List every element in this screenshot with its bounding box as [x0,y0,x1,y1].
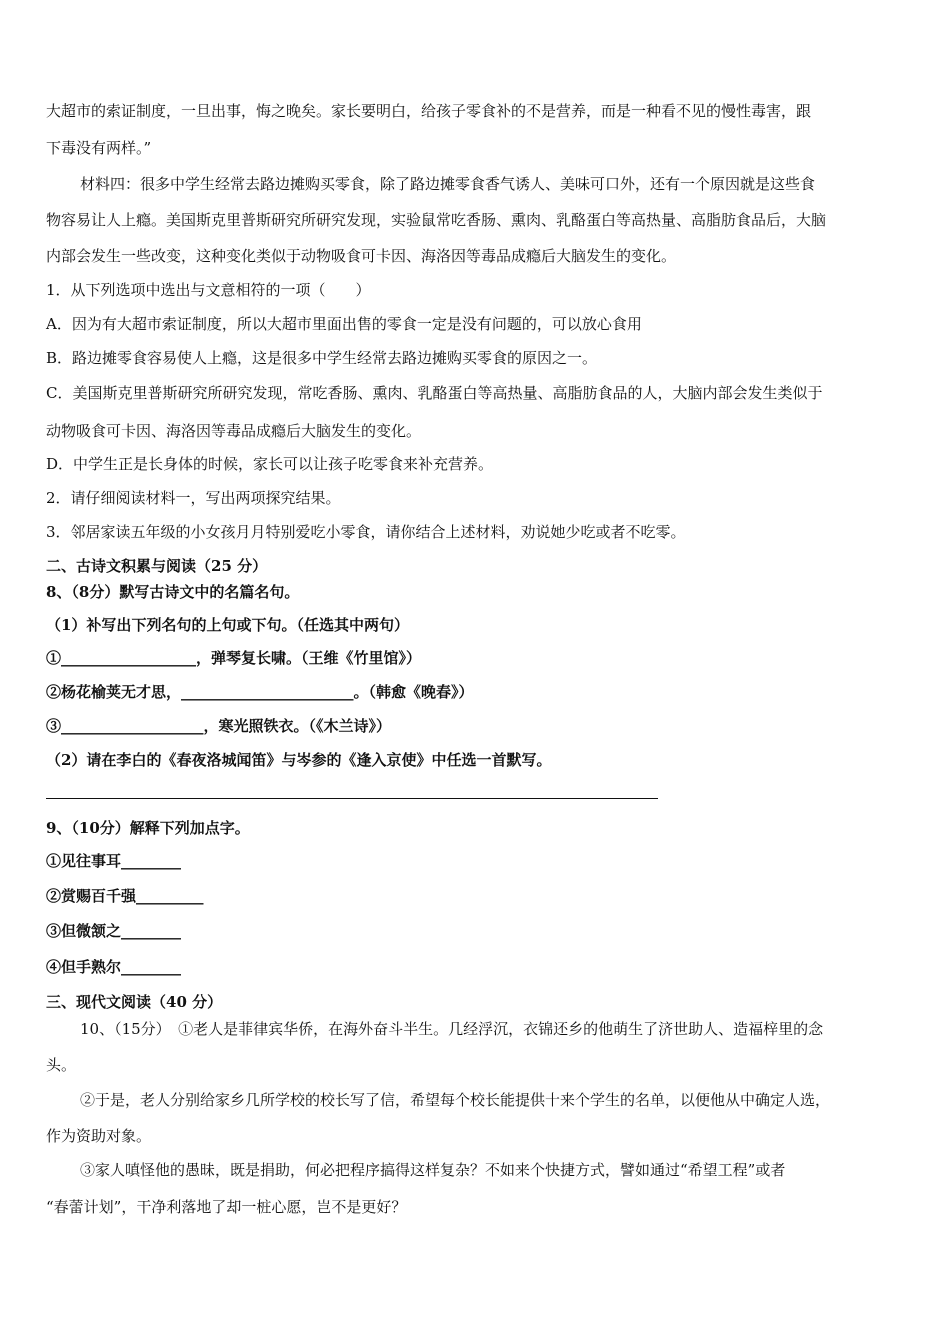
word-item-2: ②赏赐百千强_________ [46,887,204,905]
word-item-3: ③但微颔之________ [46,922,182,940]
paragraph-2: ②于是，老人分别给家乡几所学校的校长写了信，希望每个校长能提供十来个学生的名单，以便他从中确定人选， [80,1091,831,1109]
option-c: C．美国斯克里普斯研究所研究发现，常吃香肠、熏肉、乳酪蛋白等高热量、高脂肪食品的人，大脑内部会发生类似于 [46,384,823,402]
fill-blank-1: ①__________________，弹琴复长啸。（王维《竹里馆》） [46,649,422,667]
question-2: 2．请仔细阅读材料一，写出两项探究结果。 [46,489,341,507]
option-d: D．中学生正是长身体的时候，家长可以让孩子吃零食来补充营养。 [46,455,494,473]
question-1: 1．从下列选项中选出与文意相符的一项（ ） [46,281,371,299]
material-four-heading: 材料四：很多中学生经常去路边摊购买零食，除了路边摊零食香气诱人、美味可口外，还有一个原因就是这些食 [80,175,816,193]
paragraph-line: “春蕾计划”，干净利落地了却一桩心愿，岂不是更好？ [46,1198,407,1216]
paragraph-3: ③家人嗔怪他的愚昧，既是捐助，何必把程序搞得这样复杂？不如来个快捷方式，譬如通过“希望工程”或者 [80,1161,786,1179]
fill-blank-2: ②杨花榆荚无才思，_______________________。（韩愈《晚春》） [46,683,474,701]
answer-line [46,798,658,799]
paragraph-line: 物容易让人上瘾。美国斯克里普斯研究所研究发现，实验鼠常吃香肠、熏肉、乳酪蛋白等高热量、高脂肪食品后，大脑 [46,211,827,229]
section-heading-2: 二、古诗文积累与阅读（25 分） [46,557,268,575]
paragraph-line: 下毒没有两样。” [46,139,152,157]
option-c-continued: 动物吸食可卡因、海洛因等毒品成瘾后大脑发生的变化。 [46,422,422,440]
question-10-paragraph-1: 10、（15分） ①老人是菲律宾华侨，在海外奋斗半生。几经浮沉，衣锦还乡的他萌生了济世助人、造福梓里的念 [80,1020,824,1038]
question-8: 8、（8分）默写古诗文中的名篇名句。 [46,583,300,601]
question-3: 3．邻居家读五年级的小女孩月月特别爱吃小零食，请你结合上述材料，劝说她少吃或者不吃零。 [46,523,686,541]
question-8-part-2: （2）请在李白的《春夜洛城闻笛》与岑参的《逢入京使》中任选一首默写。 [46,751,552,769]
question-9: 9、（10分）解释下列加点字。 [46,819,250,837]
paragraph-line: 头。 [46,1056,77,1074]
fill-blank-3: ③___________________，寒光照铁衣。（《木兰诗》） [46,717,392,735]
paragraph-line: 作为资助对象。 [46,1127,152,1145]
option-b: B．路边摊零食容易使人上瘾，这是很多中学生经常去路边摊购买零食的原因之一。 [46,349,598,367]
question-8-part-1: （1）补写出下列名句的上句或下句。（任选其中两句） [46,616,409,634]
word-item-1: ①见往事耳________ [46,852,182,870]
paragraph-line: 内部会发生一些改变，这种变化类似于动物吸食可卡因、海洛因等毒品成瘾后大脑发生的变化。 [46,247,677,265]
word-item-4: ④但手熟尔________ [46,958,182,976]
paragraph-line: 大超市的索证制度，一旦出事，悔之晚矣。家长要明白，给孩子零食补的不是营养，而是一种看不见的慢性毒害，跟 [46,102,812,120]
section-heading-3: 三、现代文阅读（40 分） [46,993,223,1011]
option-a: A．因为有大超市索证制度，所以大超市里面出售的零食一定是没有问题的，可以放心食用 [46,315,642,333]
